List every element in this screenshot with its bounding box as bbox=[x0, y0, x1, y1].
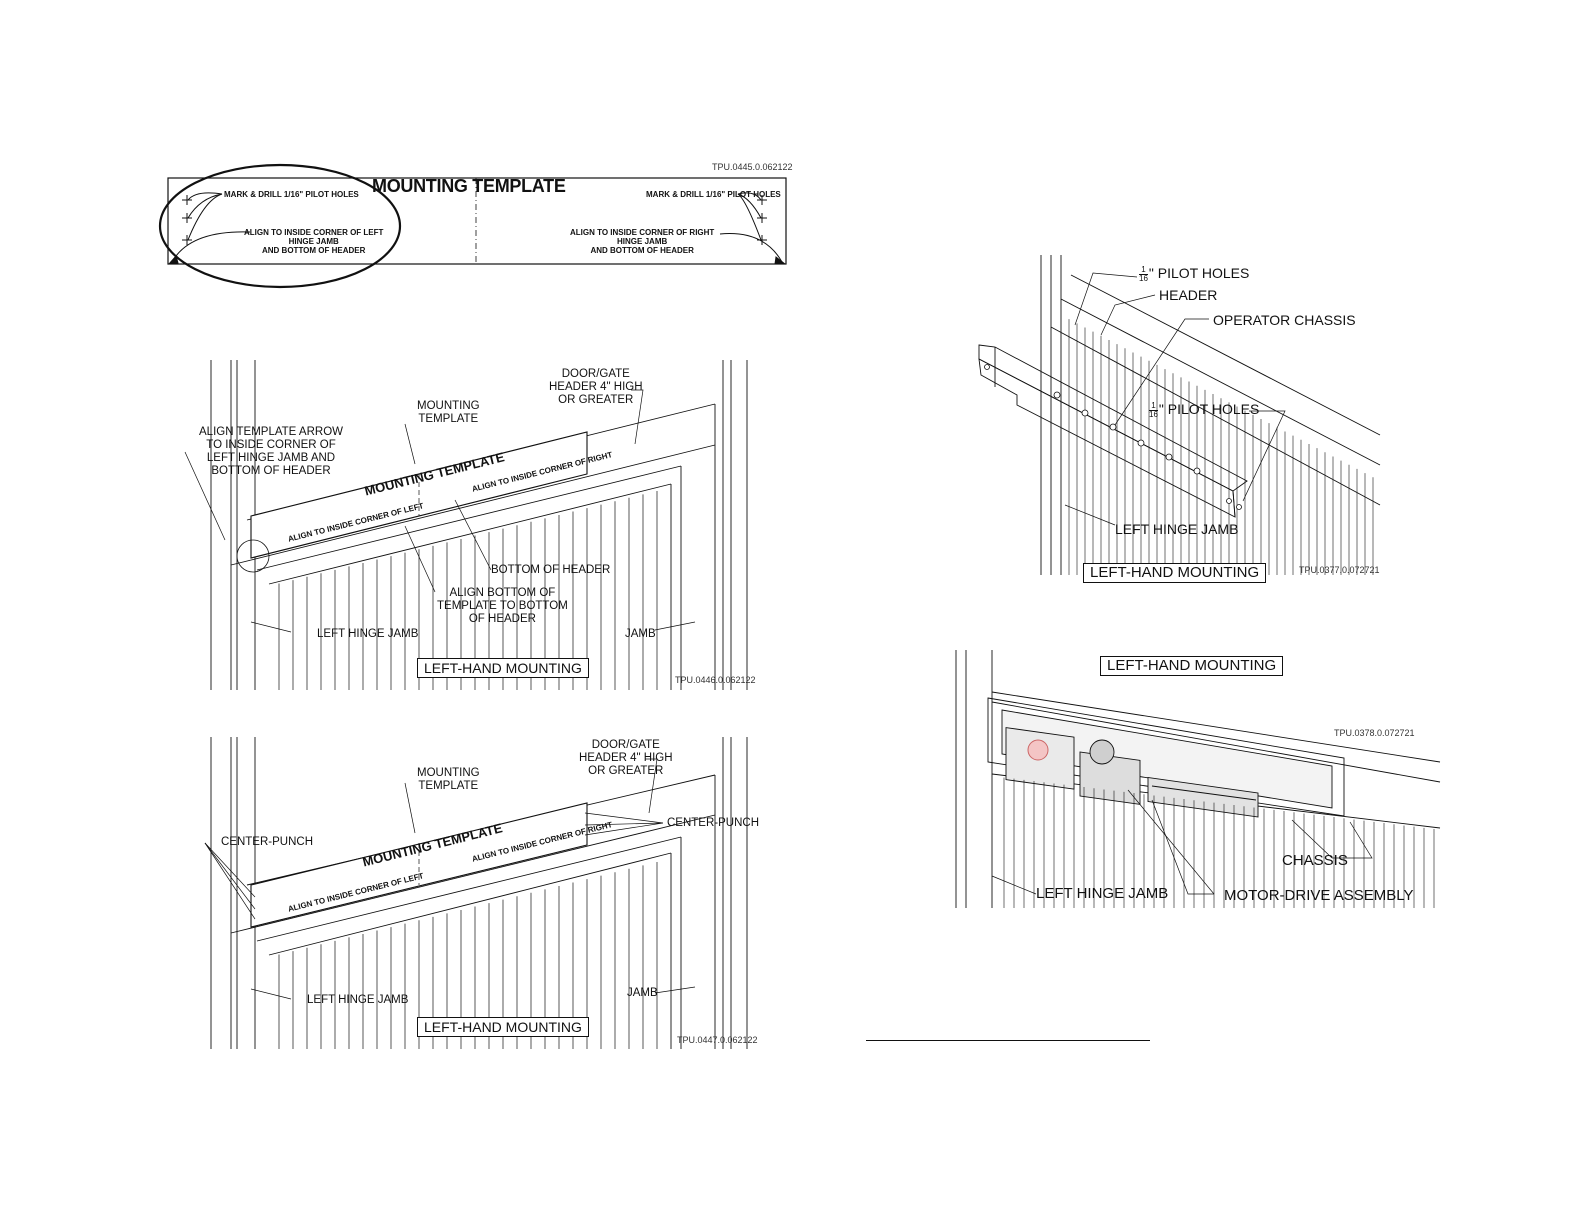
figure-caption: LEFT-HAND MOUNTING bbox=[417, 1017, 589, 1037]
right-drill-note: MARK & DRILL 1/16" PILOT HOLES bbox=[646, 190, 781, 199]
template-title-tilted: MOUNTING TEMPLATE bbox=[361, 820, 504, 870]
template-title: MOUNTING TEMPLATE bbox=[372, 176, 566, 196]
chassis-label: CHASSIS bbox=[1282, 852, 1348, 869]
figure-pilot-holes bbox=[965, 255, 1385, 590]
figure-caption: LEFT-HAND MOUNTING bbox=[1083, 563, 1266, 583]
jamb-label: JAMB bbox=[625, 628, 656, 640]
pilot-holes-drawing bbox=[965, 255, 1385, 590]
fraction: $\frac{1}{16}$ bbox=[1149, 400, 1158, 419]
figure-center-punch bbox=[195, 737, 765, 1049]
operator-chassis-label: OPERATOR CHASSIS bbox=[1213, 312, 1356, 328]
footnote-divider bbox=[866, 1040, 1150, 1041]
figure-motor-drive bbox=[952, 650, 1442, 908]
motor-drive-label: MOTOR-DRIVE ASSEMBLY bbox=[1224, 887, 1414, 904]
left-hinge-jamb-label: LEFT HINGE JAMB bbox=[317, 628, 419, 640]
template-title-tilted: MOUNTING TEMPLATE bbox=[363, 449, 506, 499]
center-punch-drawing bbox=[195, 737, 765, 1049]
left-hinge-jamb-label: LEFT HINGE JAMB bbox=[1036, 885, 1169, 902]
figure-code: TPU.0445.0.062122 bbox=[712, 162, 793, 172]
door-header-label: DOOR/GATE HEADER 4" HIGH OR GREATER bbox=[579, 739, 673, 777]
figure-code: TPU.0378.0.072721 bbox=[1334, 728, 1415, 738]
left-drill-note: MARK & DRILL 1/16" PILOT HOLES bbox=[224, 190, 359, 199]
door-header-label: DOOR/GATE HEADER 4" HIGH OR GREATER bbox=[549, 368, 643, 406]
mounting-template-label: MOUNTING TEMPLATE bbox=[417, 767, 480, 792]
figure-mounting-template bbox=[160, 160, 800, 290]
left-align-note: ALIGN TO INSIDE CORNER OF LEFT HINGE JAMB AND BOTTOM OF HEADER bbox=[244, 228, 384, 255]
left-hinge-jamb-label: LEFT HINGE JAMB bbox=[1115, 521, 1239, 537]
figure-align-template bbox=[195, 360, 765, 690]
motor-drive-drawing bbox=[952, 650, 1442, 908]
left-hinge-jamb-label: LEFT HINGE JAMB bbox=[307, 994, 409, 1006]
right-align-note: ALIGN TO INSIDE CORNER OF RIGHT HINGE JAMB AND BOTTOM OF HEADER bbox=[570, 228, 715, 255]
center-punch-left-label: CENTER-PUNCH bbox=[221, 836, 313, 848]
template-align-note-right: ALIGN TO INSIDE CORNER OF RIGHT bbox=[471, 450, 614, 494]
fraction: $\frac{1}{16}$ bbox=[1139, 264, 1148, 283]
align-template-drawing bbox=[195, 360, 765, 690]
pilot-holes-top-label: $\frac{1}{16}$ " PILOT HOLES bbox=[1139, 264, 1250, 283]
jamb-label: JAMB bbox=[627, 987, 658, 999]
align-arrow-label: ALIGN TEMPLATE ARROW TO INSIDE CORNER OF LEFT HINGE JAMB AND BOTTOM OF HEADER bbox=[199, 426, 343, 477]
figure-code: TPU.0446.0.062122 bbox=[675, 675, 756, 685]
figure-code: TPU.0447.0.062122 bbox=[677, 1035, 758, 1045]
template-align-note-right: ALIGN TO INSIDE CORNER OF RIGHT bbox=[471, 820, 614, 864]
align-bottom-label: ALIGN BOTTOM OF TEMPLATE TO BOTTOM OF HEADER bbox=[437, 587, 568, 625]
template-align-note: ALIGN TO INSIDE CORNER OF LEFT bbox=[287, 501, 425, 544]
figure-code: TPU.0377.0.072721 bbox=[1299, 565, 1380, 575]
template-align-note: ALIGN TO INSIDE CORNER OF LEFT bbox=[287, 871, 425, 914]
bottom-of-header-label: BOTTOM OF HEADER bbox=[491, 564, 611, 576]
figure-caption: LEFT-HAND MOUNTING bbox=[417, 658, 589, 678]
header-label: HEADER bbox=[1159, 287, 1218, 303]
figure-caption: LEFT-HAND MOUNTING bbox=[1100, 656, 1283, 676]
pilot-holes-mid-label: $\frac{1}{16}$ " PILOT HOLES bbox=[1149, 400, 1260, 419]
mounting-template-label: MOUNTING TEMPLATE bbox=[417, 400, 480, 425]
center-punch-right-label: CENTER-PUNCH bbox=[667, 817, 759, 829]
